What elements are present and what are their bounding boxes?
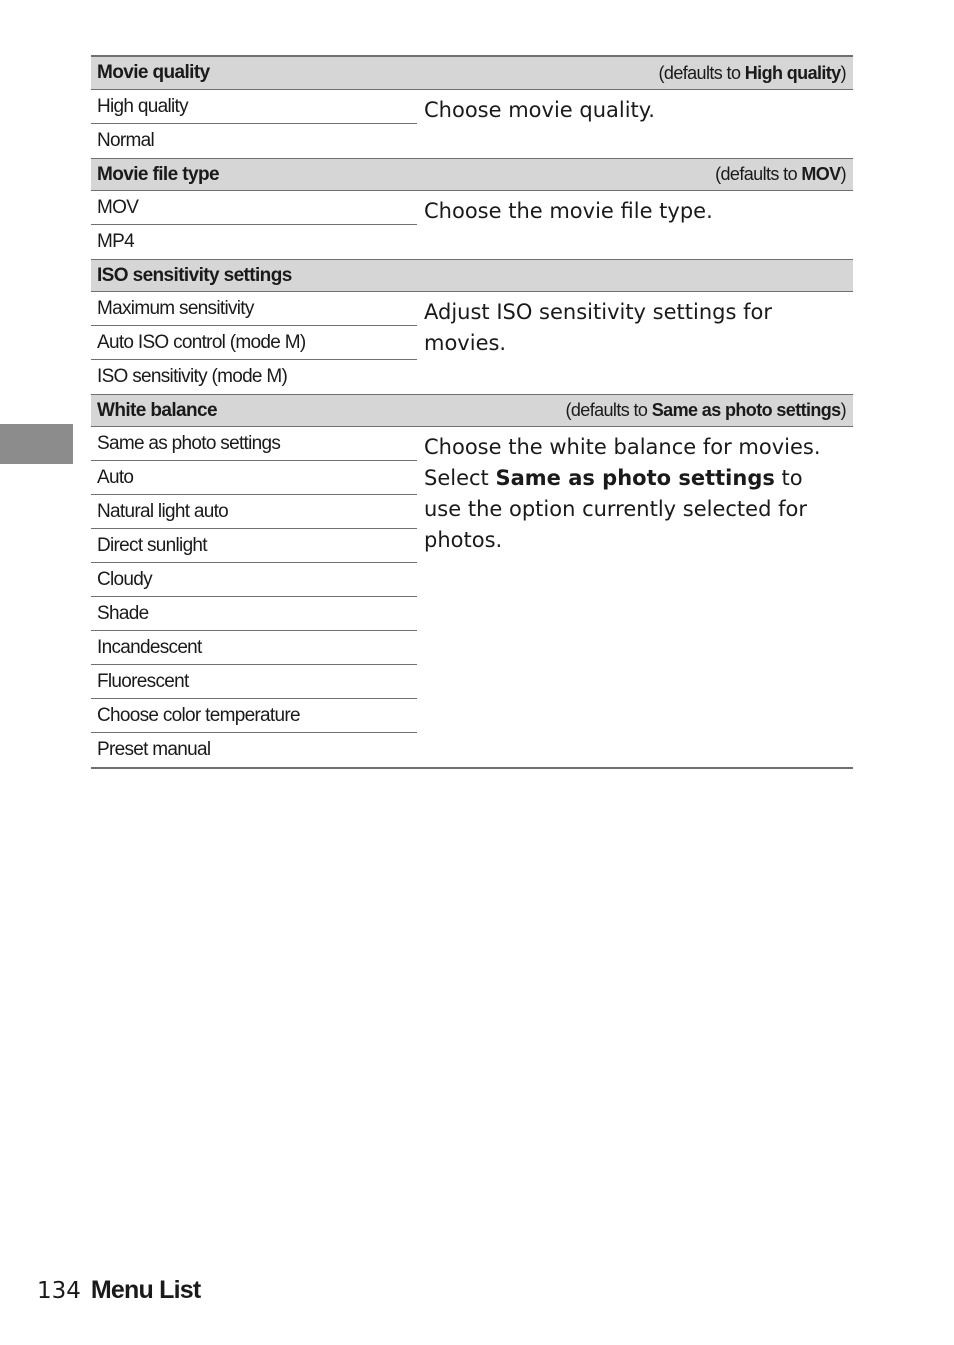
option-fluorescent: Fluorescent xyxy=(91,665,417,699)
option-high-quality: High quality xyxy=(91,90,417,124)
section-description: Choose the movie file type. xyxy=(424,199,713,223)
option-preset-manual: Preset manual xyxy=(97,739,211,760)
default-prefix: (defaults to xyxy=(658,62,745,83)
movie-shooting-menu-table xyxy=(91,55,853,769)
section-default xyxy=(715,164,846,185)
options-list xyxy=(91,427,417,767)
section-body-white-balance xyxy=(91,427,853,767)
options-list xyxy=(91,191,417,259)
section-header-movie-file-type xyxy=(91,158,853,191)
section-default xyxy=(659,63,846,84)
description-bold: Same as photo settings xyxy=(495,466,775,490)
section-title: Movie quality xyxy=(97,62,210,83)
section-header-iso-sensitivity xyxy=(91,259,853,292)
option-direct-sunlight: Direct sunlight xyxy=(91,529,417,563)
section-title: White balance xyxy=(97,399,217,421)
section-description: Choose movie quality. xyxy=(424,98,655,122)
section-body-movie-quality xyxy=(91,90,853,158)
default-suffix: ) xyxy=(840,400,846,420)
section-description xyxy=(417,427,853,767)
option-iso-sensitivity-mode-m: ISO sensitivity (mode M) xyxy=(97,366,288,387)
section-title: Movie file type xyxy=(97,163,219,185)
default-value: High quality xyxy=(744,62,841,83)
option-cloudy: Cloudy xyxy=(91,563,417,597)
section-default xyxy=(565,400,846,421)
section-body-iso-sensitivity xyxy=(91,292,853,394)
option-maximum-sensitivity: Maximum sensitivity xyxy=(91,292,417,326)
default-suffix: ) xyxy=(840,164,846,184)
option-normal: Normal xyxy=(97,130,155,151)
page-footer xyxy=(37,1276,200,1305)
default-prefix: (defaults to xyxy=(715,164,802,184)
chapter-tab-marker xyxy=(0,424,73,464)
default-prefix: (defaults to xyxy=(565,400,652,420)
default-suffix: ) xyxy=(840,62,846,83)
option-natural-light-auto: Natural light auto xyxy=(91,495,417,529)
page-number: 134 xyxy=(37,1278,81,1304)
option-same-as-photo-settings: Same as photo settings xyxy=(91,427,417,461)
option-auto: Auto xyxy=(91,461,417,495)
option-choose-color-temperature: Choose color temperature xyxy=(91,699,417,733)
options-list xyxy=(91,90,417,158)
options-list xyxy=(91,292,417,394)
description-text: Choose the white balance for movies. Select xyxy=(424,435,821,490)
section-description: Adjust ISO sensitivity settings for movies. xyxy=(424,300,772,355)
option-mov: MOV xyxy=(91,191,417,225)
description-text: to use the option currently selected for photos. xyxy=(424,466,807,552)
section-body-movie-file-type xyxy=(91,191,853,259)
section-header-movie-quality xyxy=(91,57,853,90)
option-shade: Shade xyxy=(91,597,417,631)
section-header-white-balance xyxy=(91,394,853,427)
section-title: ISO sensitivity settings xyxy=(97,264,292,286)
option-incandescent: Incandescent xyxy=(91,631,417,665)
footer-title: Menu List xyxy=(90,1276,201,1304)
option-mp4: MP4 xyxy=(97,231,134,252)
default-value: Same as photo settings xyxy=(651,400,841,420)
default-value: MOV xyxy=(801,164,841,184)
option-auto-iso-control: Auto ISO control (mode M) xyxy=(91,326,417,360)
